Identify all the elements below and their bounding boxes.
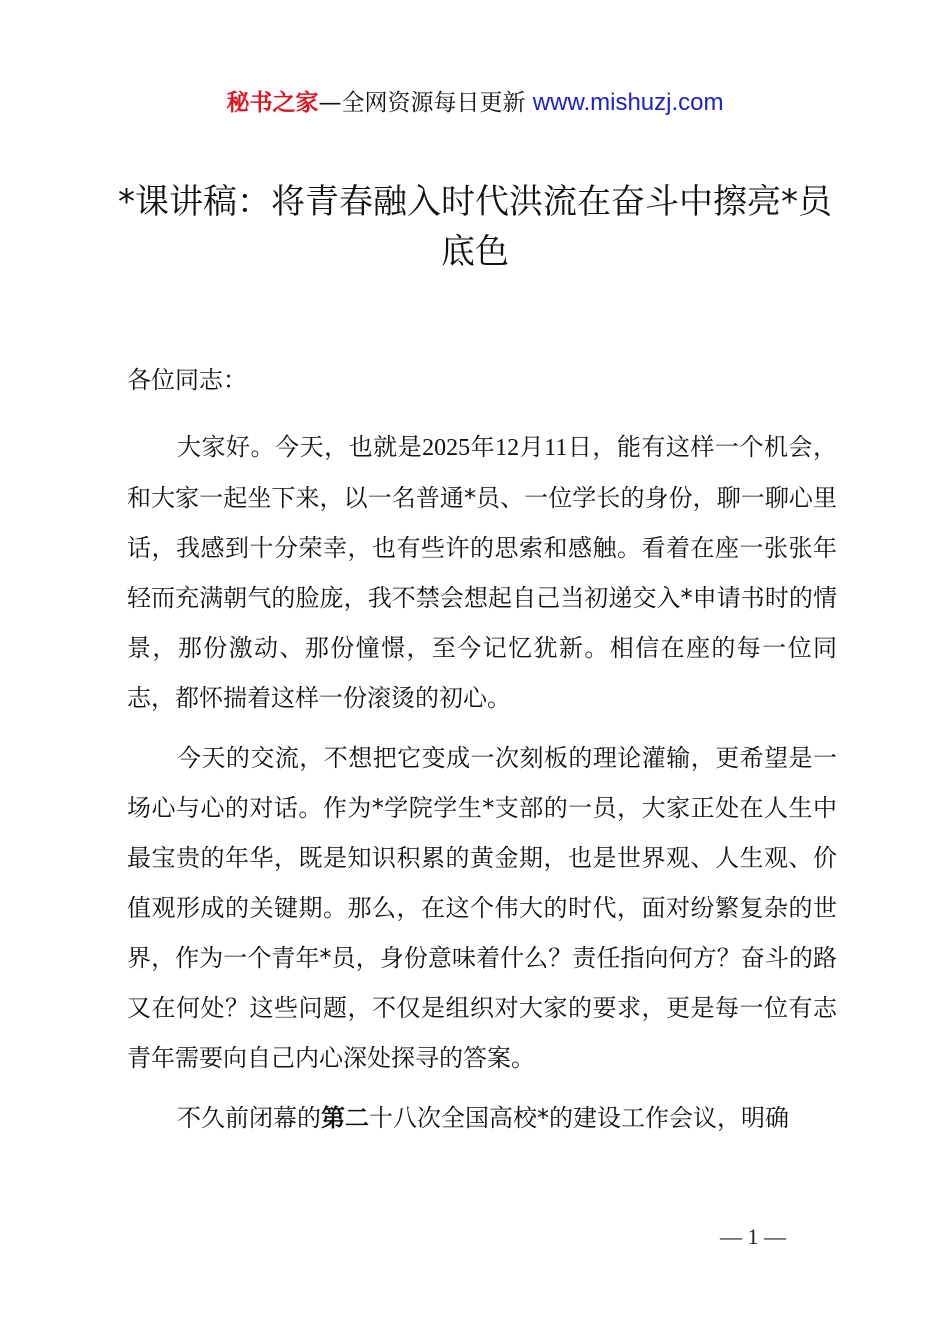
site-slogan: —全网资源每日更新 [318,90,533,116]
emphasis-text: 第二 [321,1104,369,1132]
paragraph-conference [127,1093,837,1143]
paragraph-dialogue: 今天的交流，不想把它变成一次刻板的理论灌输，更希望是一场心与心的对话。作为*学院学生*支部的一员，大家正处在人生中最宝贵的年华，既是知识积累的黄金期，也是世界观、人生观、价值观形成的关键期。那么，在这个伟大的时代，面对纷繁复杂的世界，作为一个青年*员，身份意味着什么？责任指向何方？奋斗的路又在何处？这些问题，不仅是组织对大家的要求，更是每一位有志青年需要向自己内心深处探寻的答案。 [127,744,837,1072]
page-number: — 1 — [720,1224,786,1249]
paragraph-conference-rest: 十八次全国高校*的建设工作会议，明确 [369,1104,789,1132]
paragraph-greeting [127,422,837,723]
document-title: *课讲稿：将青春融入时代洪流在奋斗中擦亮*员底色 [118,182,832,272]
meeting-date: 2025年12月11日 [422,435,593,461]
site-url-link[interactable]: www.mishuzj.com [532,89,724,116]
site-brand: 秘书之家 [226,90,319,116]
salutation: 各位同志： [127,366,247,394]
paragraph-conference-lead: 不久前闭幕的 [177,1104,321,1132]
document-body [127,422,837,1153]
paragraph-greeting-rest: ，能有这样一个机会，和大家一起坐下来，以一名普通*员、一位学长的身份，聊一聊心里话，我感到十分荣幸，也有些许的思索和感触。看着在座一张张年轻而充满朝气的脸庞，我不禁会想起自己当初递交入*申请书时的情景，那份激动、那份憧憬，至今记忆犹新。相信在座的每一位同志，都怀揣着这样一份滚烫的初心。 [127,433,837,712]
site-banner [0,86,950,120]
paragraph-greeting-lead: 大家好。今天，也就是 [177,433,423,461]
